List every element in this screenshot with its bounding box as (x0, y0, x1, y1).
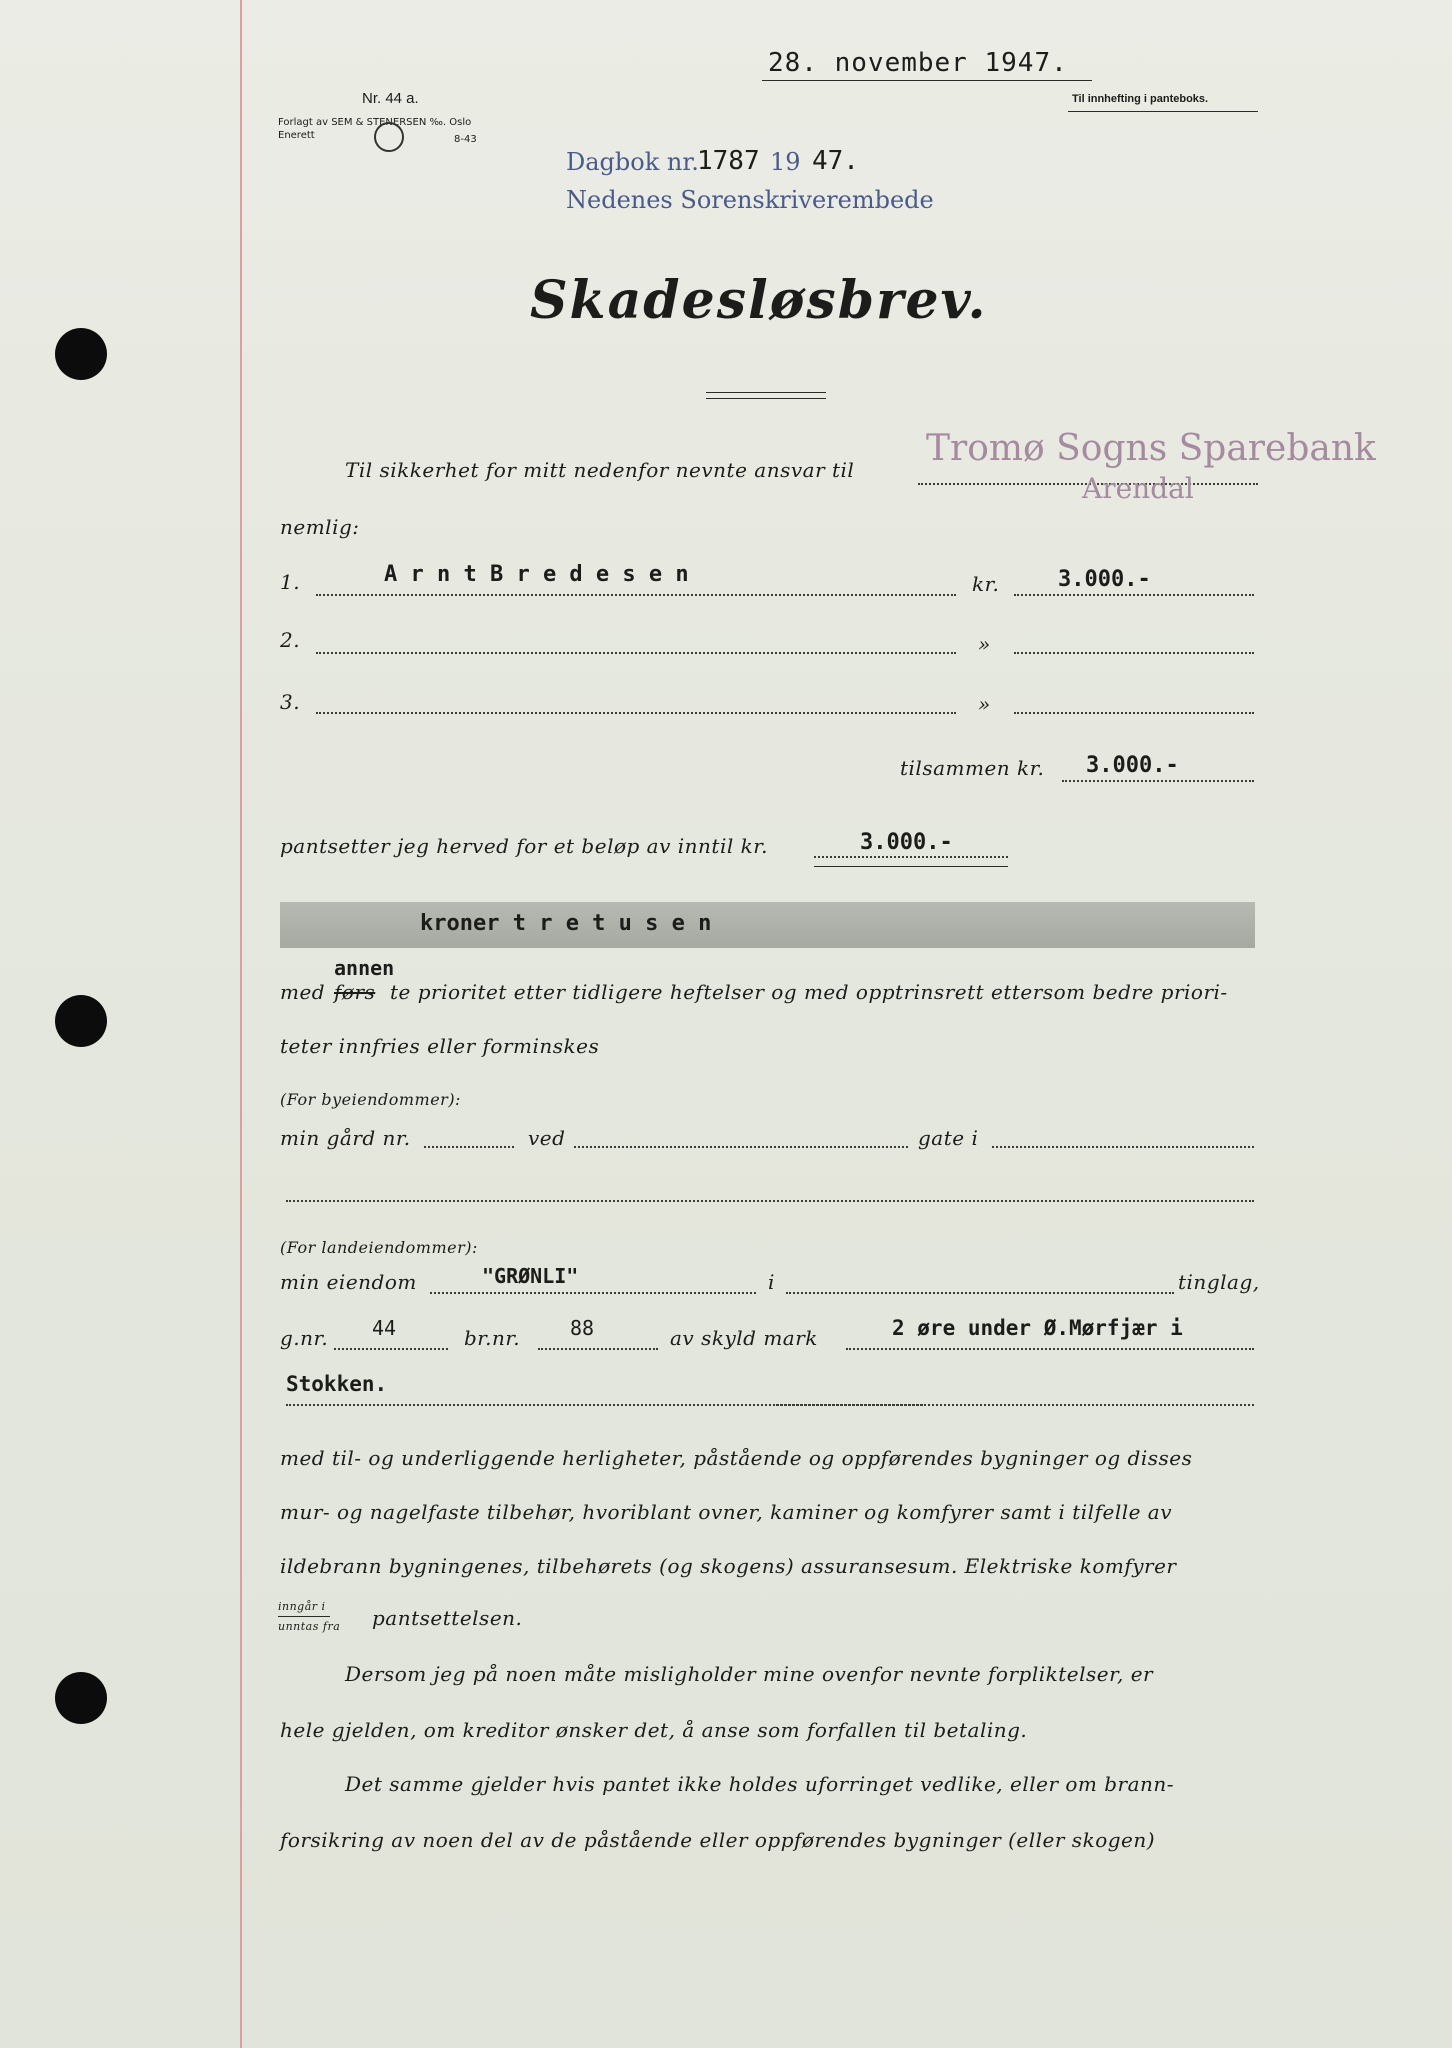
debt-name-line (316, 594, 956, 596)
rural-eiendom-label: min eiendom (280, 1270, 417, 1294)
debt-currency: kr. (972, 572, 1000, 596)
rural-heading: (For landeiendommer): (280, 1238, 478, 1257)
rural-place-line (786, 1292, 1174, 1294)
publisher-line: Forlagt av SEM & STENERSEN ‰. Oslo (278, 117, 472, 128)
gnr-label: g.nr. (280, 1326, 329, 1350)
punch-hole (55, 1672, 107, 1724)
document-title: Skadesløsbrev. (530, 270, 988, 331)
body-line: med til- og underliggende herligheter, påstående og oppførendes bygninger og disses (280, 1446, 1193, 1470)
namely-label: nemlig: (280, 515, 360, 539)
binding-note: Til innhefting i panteboks. (1072, 93, 1209, 105)
option-include: inngår i (278, 1600, 326, 1613)
debt-name: A r n t B r e d e s e n (384, 562, 689, 587)
pledge-amount: 3.000.- (860, 830, 953, 855)
amount-in-words: kroner t r e t u s e n (420, 911, 712, 936)
title-rule (706, 392, 826, 393)
publisher-rights: Enerett (278, 130, 315, 141)
brnr-line (538, 1348, 658, 1350)
publisher-seal-icon (374, 122, 404, 152)
brnr-label: br.nr. (464, 1326, 521, 1350)
binding-underline (1068, 111, 1258, 112)
rural-i-label: i (768, 1270, 775, 1294)
city-extra-line (286, 1200, 1254, 1202)
debt-index: 2. (280, 628, 301, 652)
priority-text: te prioritet etter tidligere heftelser og med opptrinsrett ettersom bedre priori- (390, 980, 1228, 1004)
security-intro: Til sikkerhet for mitt nedenfor nevnte ansvar til (345, 458, 855, 482)
option-exclude: unntas fra (278, 1620, 341, 1633)
place-line-2 (776, 1404, 1254, 1406)
rural-tinglag-label: tinglag, (1178, 1270, 1260, 1294)
gnr-value: 44 (372, 1316, 397, 1340)
punch-hole (55, 995, 107, 1047)
priority-struck: førs (334, 980, 376, 1004)
skyld-label: av skyld mark (670, 1326, 818, 1350)
body-line: pantsettelsen. (372, 1606, 523, 1630)
property-place: Stokken. (286, 1372, 388, 1396)
city-gard-line (424, 1146, 514, 1148)
rural-name-line (430, 1292, 756, 1294)
gnr-line (334, 1348, 448, 1350)
body-line: forsikring av noen del av de påstående eller oppførendes bygninger (eller skogen) (280, 1828, 1156, 1852)
body-line: hele gjelden, om kreditor ønsker det, å anse som forfallen til betaling. (280, 1718, 1028, 1742)
creditor-name: Tromø Sogns Sparebank (926, 428, 1376, 469)
margin-rule (240, 0, 242, 2048)
option-divider (278, 1616, 330, 1617)
debt-amount: 3.000.- (1058, 567, 1151, 592)
pledge-text: pantsetter jeg herved for et beløp av inntil kr. (280, 834, 768, 858)
creditor-city: Arendal (1082, 472, 1194, 505)
debt-amount-line (1014, 652, 1254, 654)
form-number: Nr. 44 a. (362, 90, 419, 107)
debt-amount-line (1014, 594, 1254, 596)
debt-currency: » (978, 632, 991, 656)
date-underline (762, 80, 1092, 81)
city-gard-label: min gård nr. (280, 1126, 411, 1150)
city-heading: (For byeiendommer): (280, 1090, 461, 1109)
debt-index: 3. (280, 690, 301, 714)
skyld-line (846, 1348, 1254, 1350)
punch-hole (55, 328, 107, 380)
pledge-line (814, 856, 1008, 858)
city-gate-line (992, 1146, 1254, 1148)
skyld-value: 2 øre under Ø.Mørfjær i (892, 1316, 1183, 1340)
total-amount: 3.000.- (1086, 753, 1179, 778)
city-ved-label: ved (528, 1126, 566, 1150)
debt-name-line (316, 652, 956, 654)
pledge-underline (814, 866, 1008, 867)
title-rule (706, 398, 826, 399)
debt-index: 1. (280, 570, 301, 594)
debt-currency: » (978, 692, 991, 716)
dagbok-number: 1787 (697, 146, 760, 176)
debt-name-line (316, 712, 956, 714)
office-stamp: Nedenes Sorenskriverembede (566, 186, 934, 214)
body-line: mur- og nagelfaste tilbehør, hvoriblant ovner, kaminer og komfyrer samt i tilfelle av (280, 1500, 1173, 1524)
document-date: 28. november 1947. (768, 48, 1068, 78)
year-prefix: 19 (770, 148, 801, 176)
dagbok-label: Dagbok nr. (566, 148, 699, 176)
priority-text-cont: teter innfries eller forminskes (280, 1034, 600, 1058)
total-label: tilsammen kr. (900, 756, 1045, 780)
body-line: Det samme gjelder hvis pantet ikke holdes uforringet vedlike, eller om brann- (345, 1772, 1175, 1796)
property-name: "GRØNLI" (482, 1264, 579, 1288)
body-line: ildebrann bygningenes, tilbehørets (og skogens) assuransesum. Elektriske komfyrer (280, 1554, 1177, 1578)
year-suffix: 47. (812, 146, 859, 176)
total-line (1062, 780, 1254, 782)
city-gate-label: gate i (918, 1126, 979, 1150)
priority-inserted: annen (334, 956, 395, 980)
priority-prefix: med (280, 980, 326, 1004)
debt-amount-line (1014, 712, 1254, 714)
publisher-code: 8-43 (454, 134, 477, 145)
body-line: Dersom jeg på noen måte misligholder mine ovenfor nevnte forpliktelser, er (345, 1662, 1154, 1686)
city-ved-line (574, 1146, 908, 1148)
brnr-value: 88 (570, 1316, 595, 1340)
